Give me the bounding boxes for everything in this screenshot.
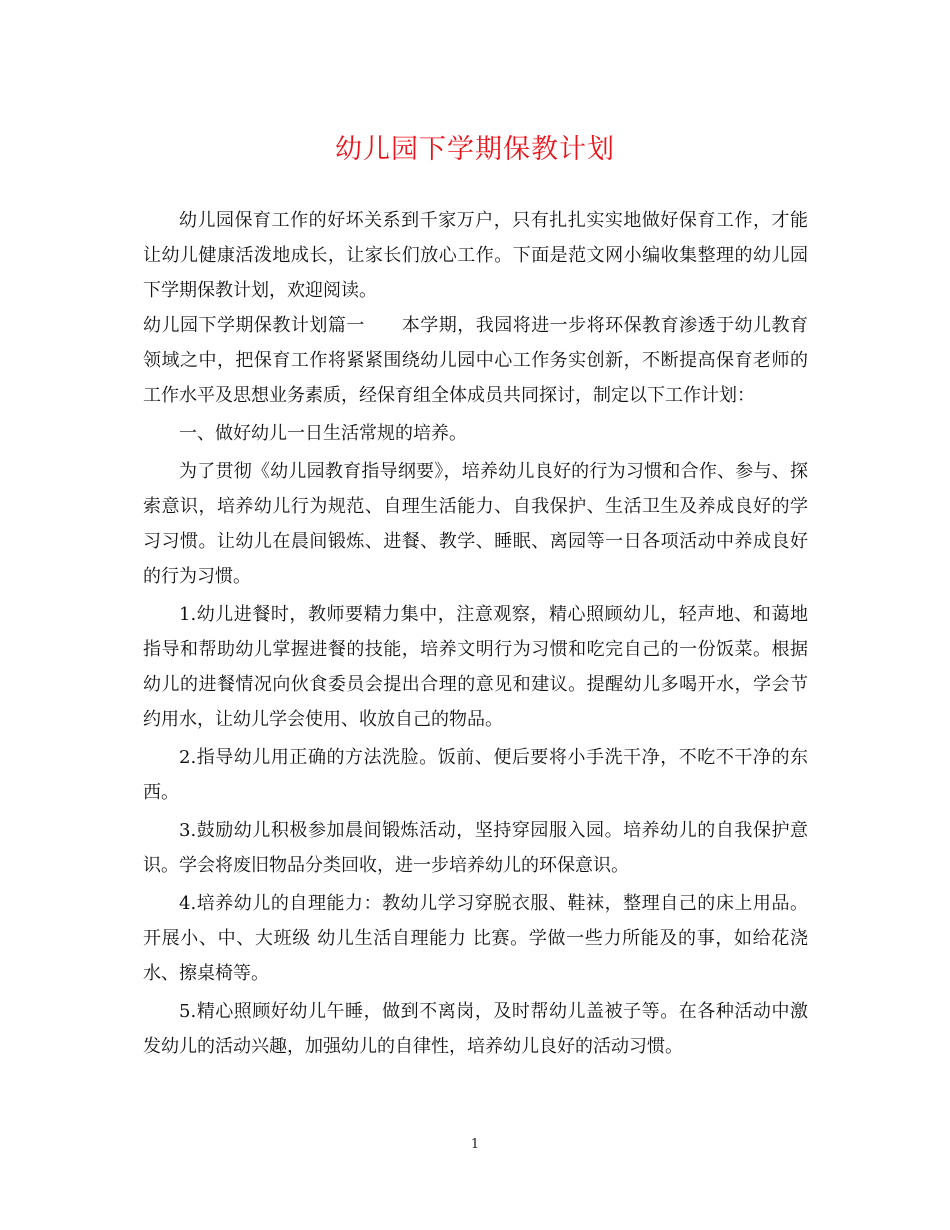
document-title: 幼儿园下学期保教计划 — [335, 134, 615, 165]
paragraph-item-1: 1.幼儿进餐时，教师要精力集中，注意观察，精心照顾幼儿，轻声地、和蔼地指导和帮助幼儿掌握进餐的技能，培养文明行为习惯和吃完自己的一份饭菜。根据幼儿的进餐情况向伙食委员会提出合理的意见和建议。提醒幼儿多喝开水，学会节约用水，让幼儿学会使用、收放自己的物品。 — [143, 604, 808, 730]
paragraph-section-one-heading: 一、做好幼儿一日生活常规的培养。 — [179, 423, 467, 444]
paragraph-intro: 幼儿园保育工作的好坏关系到千家万户，只有扎扎实实地做好保育工作，才能让幼儿健康活泼地成长，让家长们放心工作。下面是范文网小编收集整理的幼儿园下学期保教计划，欢迎阅读。 — [143, 210, 808, 301]
document-body — [143, 203, 808, 1064]
paragraph-item-2: 2.指导幼儿用正确的方法洗脸。饭前、便后要将小手洗干净，不吃不干净的东西。 — [143, 747, 808, 803]
paragraph-item-5: 5.精心照顾好幼儿午睡，做到不离岗，及时帮幼儿盖被子等。在各种活动中激发幼儿的活动兴趣，加强幼儿的自律性，培养幼儿良好的活动习惯。 — [143, 1001, 808, 1057]
paragraph-item-3: 3.鼓励幼儿积极参加晨间锻炼活动，坚持穿园服入园。培养幼儿的自我保护意识。学会将废旧物品分类回收，进一步培养幼儿的环保意识。 — [143, 820, 808, 876]
paragraph-plan-one: 幼儿园下学期保教计划篇一 本学期，我园将进一步将环保教育渗透于幼儿教育领域之中，把保育工作将紧紧围绕幼儿园中心工作务实创新，不断提高保育老师的工作水平及思想业务素质，经保育组全体成员共同探讨，制定以下工作计划： — [143, 315, 808, 406]
paragraph-guideline: 为了贯彻《幼儿园教育指导纲要》，培养幼儿良好的行为习惯和合作、参与、探索意识，培养幼儿行为规范、自理生活能力、自我保护、生活卫生及养成良好的学习习惯。让幼儿在晨间锻炼、进餐、教学、睡眠、离园等一日各项活动中养成良好的行为习惯。 — [143, 461, 808, 587]
paragraph-item-4: 4.培养幼儿的自理能力：教幼儿学习穿脱衣服、鞋袜，整理自己的床上用品。开展小、中、大班级 幼儿生活自理能力 比赛。学做一些力所能及的事，如给花浇水、擦桌椅等。 — [143, 893, 808, 984]
page-number: 1 — [470, 1137, 480, 1152]
